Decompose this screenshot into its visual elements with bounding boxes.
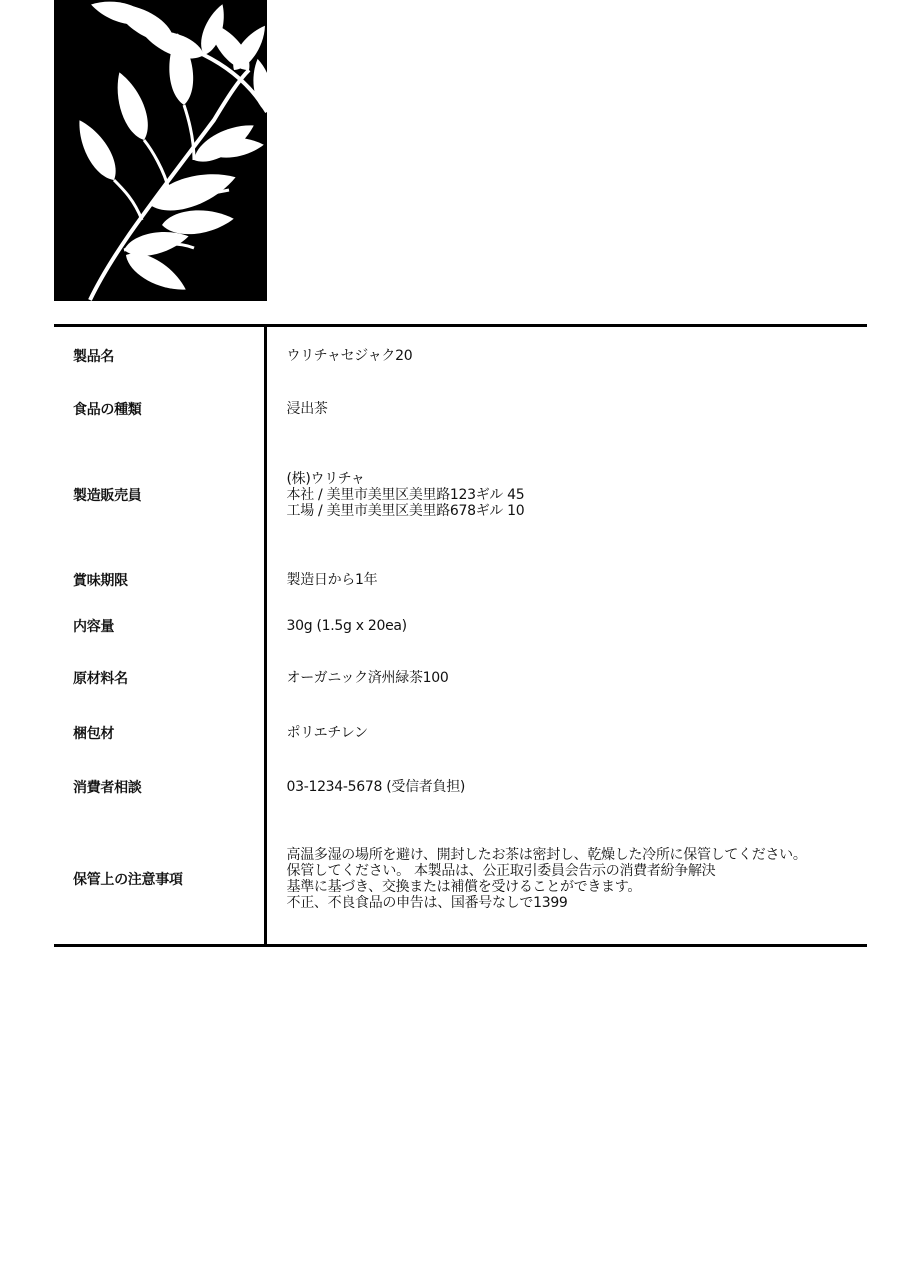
value-line: 高温多湿の場所を避け、開封したお茶は密封し、乾燥した冷所に保管してください。	[286, 846, 807, 863]
table-row	[54, 760, 867, 814]
value-line: 保管してください。 本製品は、公正取引委員会告示の消費者紛争解決	[286, 862, 716, 879]
table-row	[54, 433, 867, 558]
row-label-ingredients: 原材料名	[54, 650, 265, 706]
value-line: 不正、不良食品の申告は、国番号なしで1399	[286, 894, 568, 911]
table-row	[54, 650, 867, 706]
row-value-best-before	[265, 558, 867, 602]
value-line: ポリエチレン	[286, 724, 368, 741]
table-row	[54, 602, 867, 650]
value-line: 製造日から1年	[286, 571, 378, 588]
leaf-icon	[54, 0, 267, 301]
row-label-best-before: 賞味期限	[54, 558, 265, 602]
row-value-storage-notes	[265, 814, 867, 946]
value-line: 浸出茶	[286, 400, 328, 417]
value-line: ウリチャセジャク20	[286, 347, 413, 364]
table-row	[54, 558, 867, 602]
row-label-content-amount: 内容量	[54, 602, 265, 650]
value-line: 03-1234-5678 (受信者負担)	[286, 778, 466, 795]
row-value-packaging	[265, 706, 867, 760]
row-value-food-type	[265, 385, 867, 433]
row-value-content-amount	[265, 602, 867, 650]
table-row	[54, 385, 867, 433]
row-value-consumer-contact	[265, 760, 867, 814]
product-info-table	[54, 324, 867, 947]
row-label-consumer-contact: 消費者相談	[54, 760, 265, 814]
value-line: 基準に基づき、交換または補償を受けることができます。	[286, 878, 642, 895]
row-label-storage-notes: 保管上の注意事項	[54, 814, 265, 946]
table-row	[54, 814, 867, 946]
leaf-branch-illustration	[54, 0, 267, 301]
value-line: 工場 / 美里市美里区美里路678ギル 10	[286, 503, 525, 519]
value-line: (株)ウリチャ	[286, 471, 365, 487]
table-row	[54, 326, 867, 385]
row-label-manufacturer: 製造販売員	[54, 433, 265, 558]
value-line: 30g (1.5g x 20ea)	[286, 617, 407, 634]
row-value-product-name	[265, 326, 867, 385]
table-row	[54, 706, 867, 760]
row-label-food-type: 食品の種類	[54, 385, 265, 433]
row-value-manufacturer	[265, 433, 867, 558]
value-line: 本社 / 美里市美里区美里路123ギル 45	[286, 487, 525, 503]
value-line: オーガニック済州緑茶100	[286, 669, 449, 686]
row-label-product-name: 製品名	[54, 326, 265, 385]
row-value-ingredients	[265, 650, 867, 706]
row-label-packaging: 梱包材	[54, 706, 265, 760]
